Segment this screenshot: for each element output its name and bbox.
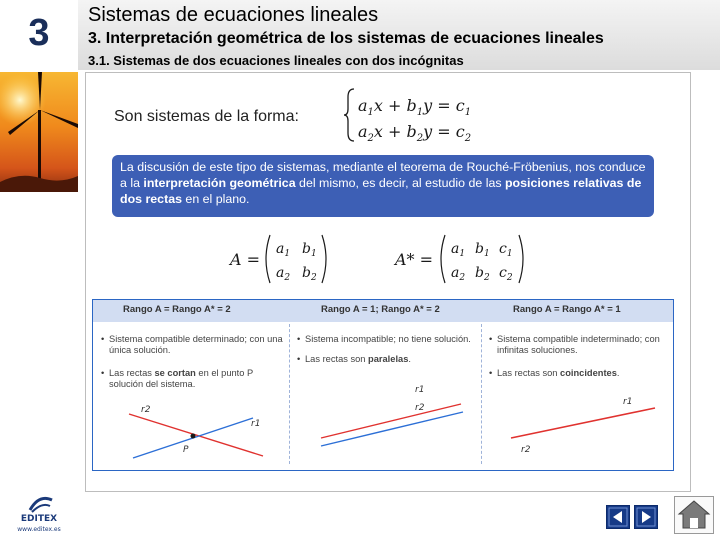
case-1-bullet-2 bbox=[109, 368, 285, 390]
discussion-bold-2: posiciones relativas de dos rectas bbox=[120, 176, 642, 206]
line-r2 bbox=[321, 412, 463, 446]
svg-text:a2: $a_2$ bbox=[451, 265, 466, 283]
discussion-bold-1: interpretación geométrica bbox=[143, 176, 296, 190]
label-r2: r2 bbox=[415, 403, 425, 413]
case-2-bullet-1: • Sistema incompatible; no tiene solución. bbox=[305, 334, 475, 345]
case-2-bullet-2-text: Las rectas son bbox=[305, 354, 369, 364]
home-button[interactable] bbox=[674, 496, 714, 534]
case-3-header: Rango A = Rango A* = 1 bbox=[513, 304, 621, 315]
case-2-diagram bbox=[313, 378, 473, 448]
matrix-a-star bbox=[391, 229, 571, 289]
svg-text:b1: $b_1$ bbox=[475, 241, 490, 259]
arrow-left-icon bbox=[607, 506, 629, 528]
line-r2 bbox=[129, 414, 263, 456]
label-r1: r1 bbox=[251, 419, 261, 429]
svg-text:a1: $a_1$ bbox=[276, 241, 291, 259]
line-r1 bbox=[321, 404, 461, 438]
discussion-text-3: en el plano. bbox=[181, 192, 250, 206]
case-1-bullet-2-text: Las rectas bbox=[109, 368, 155, 378]
case-1-diagram bbox=[123, 400, 273, 462]
label-p: P bbox=[183, 445, 189, 455]
content-panel bbox=[85, 72, 691, 492]
svg-text:a1: $a_1$ bbox=[451, 241, 466, 259]
svg-text:b2: $b_2$ bbox=[302, 265, 317, 283]
discussion-text-2: del mismo, es decir, al estudio de las bbox=[295, 176, 505, 190]
case-3-bullet-2 bbox=[497, 368, 669, 379]
page-title: Sistemas de ecuaciones lineales bbox=[88, 4, 379, 26]
column-separator bbox=[289, 324, 290, 464]
case-1-bullet-2-bold: se cortan bbox=[154, 368, 196, 378]
label-r1: r1 bbox=[623, 397, 633, 407]
section-title: 3.1. Sistemas de dos ecuaciones lineales con dos incógnitas bbox=[88, 53, 464, 68]
case-3-bullet-2-text: Las rectas son bbox=[497, 368, 561, 378]
chapter-number: 3 bbox=[28, 12, 50, 54]
svg-text:b1: $b_1$ bbox=[302, 241, 317, 259]
cases-header bbox=[93, 300, 673, 322]
discussion-text-1: La discusión de este tipo de sistemas, mediante el teorema de Rouché-Fröbenius, nos conduce a la bbox=[120, 160, 646, 190]
svg-text:a2x + b2y = c2: $a_2x + b_2y = c_2$ bbox=[358, 122, 472, 144]
line-r1-r2 bbox=[511, 408, 655, 438]
label-r1: r1 bbox=[415, 385, 425, 395]
eq1-a: a bbox=[358, 96, 368, 115]
next-button[interactable] bbox=[634, 505, 658, 529]
svg-text:c2: $c_2$ bbox=[499, 265, 513, 283]
label-r2: r2 bbox=[141, 405, 151, 415]
case-1-bullet-1: • Sistema compatible determinado; con una única solución. bbox=[109, 334, 285, 356]
case-3-bullet-2-end: . bbox=[616, 368, 620, 378]
intro-text: Son sistemas de la forma: bbox=[114, 108, 299, 125]
svg-text:a2: $a_2$ bbox=[276, 265, 291, 283]
svg-text:A =: A = bbox=[230, 250, 261, 269]
editex-logo-mark bbox=[4, 494, 74, 514]
svg-text:a1x + b1y = c1: $a_1x + b_1y = c_1$ bbox=[358, 96, 472, 118]
arrow-right-icon bbox=[635, 506, 657, 528]
matrix-a bbox=[226, 229, 356, 289]
column-separator bbox=[481, 324, 482, 464]
cases-table bbox=[92, 299, 674, 471]
intersection-point bbox=[191, 434, 196, 439]
case-2-bullet-2-end: . bbox=[408, 354, 411, 364]
home-icon bbox=[675, 497, 713, 533]
svg-text:b2: $b_2$ bbox=[475, 265, 490, 283]
logo-text: EDITEX bbox=[20, 514, 58, 524]
svg-text:A* =: A* = bbox=[395, 250, 434, 269]
case-2-bullet-2-bold: paralelas bbox=[368, 354, 409, 364]
case-2-bullet-2 bbox=[305, 354, 475, 365]
editex-logo bbox=[4, 494, 74, 538]
case-3-bullet-2-bold: coincidentes bbox=[560, 368, 617, 378]
header bbox=[78, 0, 720, 70]
case-1-header: Rango A = Rango A* = 2 bbox=[123, 304, 231, 315]
svg-text:c1: $c_1$ bbox=[499, 241, 513, 259]
page-subtitle: 3. Interpretación geométrica de los sistemas de ecuaciones lineales bbox=[88, 30, 604, 47]
case-1-bullet-2-end: en el punto P solución del sistema. bbox=[109, 368, 254, 389]
discussion-box bbox=[112, 155, 654, 217]
sidebar bbox=[0, 0, 78, 540]
case-3-bullet-1: • Sistema compatible indeterminado; con infinitas soluciones. bbox=[497, 334, 669, 356]
wind-turbine-image bbox=[0, 72, 78, 192]
logo-url: www.editex.es bbox=[17, 526, 61, 533]
prev-button[interactable] bbox=[606, 505, 630, 529]
equation-system bbox=[344, 85, 484, 145]
case-2-header: Rango A = 1; Rango A* = 2 bbox=[321, 304, 440, 315]
case-3-diagram bbox=[505, 392, 665, 458]
label-r2: r2 bbox=[521, 445, 531, 455]
